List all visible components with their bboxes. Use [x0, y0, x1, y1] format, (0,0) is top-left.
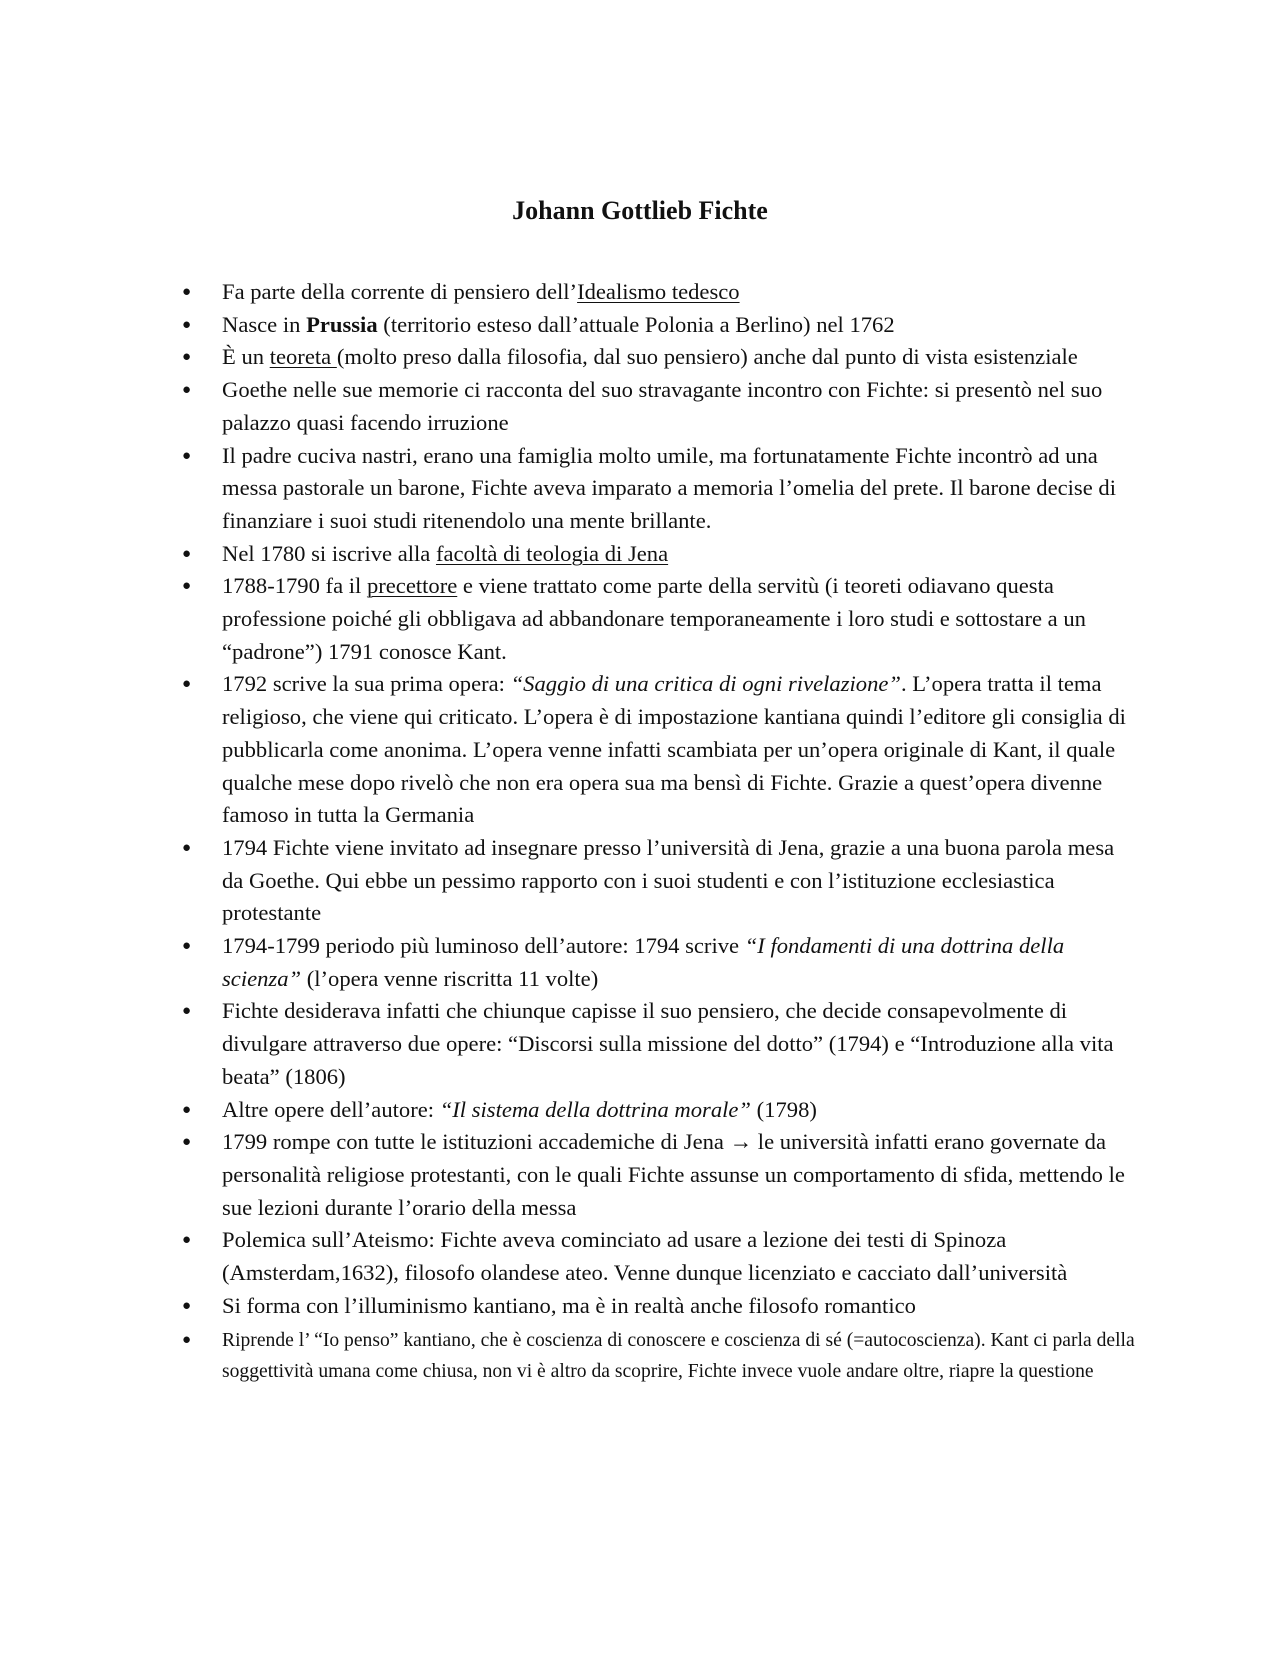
italic-work-title: “Il sistema della dottrina morale”: [439, 1096, 751, 1122]
item-text: Riprende l’ “Io penso” kantiano, che è coscienza di conoscere e coscienza di sé (=autocoscienza). Kant ci parla della soggettività umana come chiusa, non vi è altro da scoprire, Fichte invece vuole andare oltre, riapre la questione: [222, 1329, 1135, 1382]
underlined-term: teoreta: [269, 344, 337, 370]
item-text: 1799 rompe con tutte le istituzioni accademiche di Jena → le università infatti erano governate da personalità religiose protestanti, con le quali Fichte assunse un comportamento di sfida, mettendo le sue lezioni durante l’orario della messa: [222, 1129, 1125, 1220]
item-text: 1792 scrive la sua prima opera:: [222, 671, 511, 697]
list-item: [182, 1126, 1137, 1224]
list-item: [182, 276, 1137, 309]
list-item: [182, 1224, 1137, 1289]
bullet-icon: ●: [182, 382, 192, 399]
bullet-icon: ●: [182, 447, 192, 464]
item-text: 1788-1790 fa il: [222, 573, 367, 599]
bullet-list: [182, 276, 1137, 1387]
list-item: [182, 1094, 1137, 1127]
bullet-icon: ●: [182, 349, 192, 366]
list-item: [182, 1325, 1137, 1387]
bullet-icon: ●: [182, 1232, 192, 1249]
list-item: [182, 995, 1137, 1093]
bullet-icon: ●: [182, 1003, 192, 1020]
bullet-icon: ●: [182, 1134, 192, 1151]
underlined-term: Idealismo tedesco: [577, 279, 740, 304]
item-text: Altre opere dell’autore:: [222, 1096, 440, 1122]
bullet-icon: ●: [182, 839, 192, 856]
item-text: Fichte desiderava infatti che chiunque capisse il suo pensiero, che decide consapevolmente di divulgare attraverso due opere: “Discorsi sulla missione del dotto” (1794) e “Introduzione alla vita beata” (1806): [222, 998, 1114, 1089]
list-item: [182, 309, 1137, 342]
bullet-icon: ●: [182, 676, 192, 693]
item-text: È un: [222, 344, 270, 370]
underlined-term: precettore: [366, 573, 458, 599]
item-text: Polemica sull’Ateismo: Fichte aveva cominciato ad usare a lezione dei testi di Spinoza (Amsterdam,1632), filosofo olandese ateo. Venne dunque licenziato e cacciato dall’università: [222, 1227, 1068, 1286]
item-text: (territorio esteso dall’attuale Polonia a Berlino) nel 1762: [377, 311, 895, 337]
item-text: Fa parte della corrente di pensiero dell’: [222, 279, 578, 304]
list-item: [182, 668, 1137, 832]
item-text: (molto preso dalla filosofia, dal suo pensiero) anche dal punto di vista esistenziale: [336, 344, 1078, 370]
italic-work-title: “Saggio di una critica di ogni rivelazione”: [510, 671, 901, 697]
bullet-icon: ●: [182, 938, 192, 955]
list-item: [182, 832, 1137, 930]
bullet-icon: ●: [182, 545, 192, 562]
item-text: Goethe nelle sue memorie ci racconta del suo stravagante incontro con Fichte: si presentò nel suo palazzo quasi facendo irruzione: [222, 377, 1103, 435]
list-item: [182, 1290, 1137, 1323]
list-item: [182, 440, 1137, 538]
list-item: [182, 570, 1137, 668]
item-text: (1798): [751, 1096, 817, 1122]
item-text: Nasce in: [222, 311, 307, 337]
item-text: Si forma con l’illuminismo kantiano, ma è in realtà anche filosofo romantico: [222, 1292, 916, 1318]
italic-work-title: “I fondamenti di una dottrina della scienza”: [222, 933, 1065, 991]
bullet-icon: ●: [182, 1101, 192, 1118]
item-text: . L’opera tratta il tema religioso, che viene qui criticato. L’opera è di impostazione kantiana quindi l’editore gli consiglia di pubblicarla come anonima. L’opera venne infatti scambiata per un’opera originale di Kant, il quale qualche mese dopo rivelò che non era opera sua ma bensì di Fichte. Grazie a quest’opera divenne famoso in tutta la Germania: [222, 671, 1126, 828]
bullet-icon: ●: [182, 1331, 192, 1348]
bullet-icon: ●: [182, 1297, 192, 1314]
bold-term: Prussia: [306, 311, 378, 337]
list-item: [182, 538, 1137, 571]
bullet-icon: ●: [182, 578, 192, 595]
item-text: e viene trattato come parte della servitù (i teoreti odiavano questa professione poiché gli obbligava ad abbandonare temporaneamente i loro studi e sottostare a un “padrone”) 1791 conosce Kant.: [222, 573, 1086, 664]
list-item: [182, 341, 1137, 374]
item-text: Nel 1780 si iscrive alla: [222, 540, 436, 566]
bullet-icon: ●: [182, 284, 192, 300]
page-title: Johann Gottlieb Fichte: [512, 196, 768, 225]
item-text: (l’opera venne riscritta 11 volte): [301, 965, 599, 991]
item-text: 1794 Fichte viene invitato ad insegnare presso l’università di Jena, grazie a una buona parola mesa da Goethe. Qui ebbe un pessimo rapporto con i suoi studenti e con l’istituzione ecclesiastica protestante: [222, 834, 1115, 926]
item-text: Il padre cuciva nastri, erano una famiglia molto umile, ma fortunatamente Fichte incontrò ad una messa pastorale un barone, Fichte aveva imparato a memoria l’omelia del prete. Il barone decise di finanziare i suoi studi ritenendolo una mente brillante.: [222, 442, 1116, 533]
underlined-term: facoltà di teologia di Jena: [435, 540, 669, 566]
bullet-icon: ●: [182, 316, 192, 333]
item-text: 1794-1799 periodo più luminoso dell’autore: 1794 scrive: [222, 933, 745, 959]
list-item: [182, 930, 1137, 995]
list-item: [182, 374, 1137, 439]
